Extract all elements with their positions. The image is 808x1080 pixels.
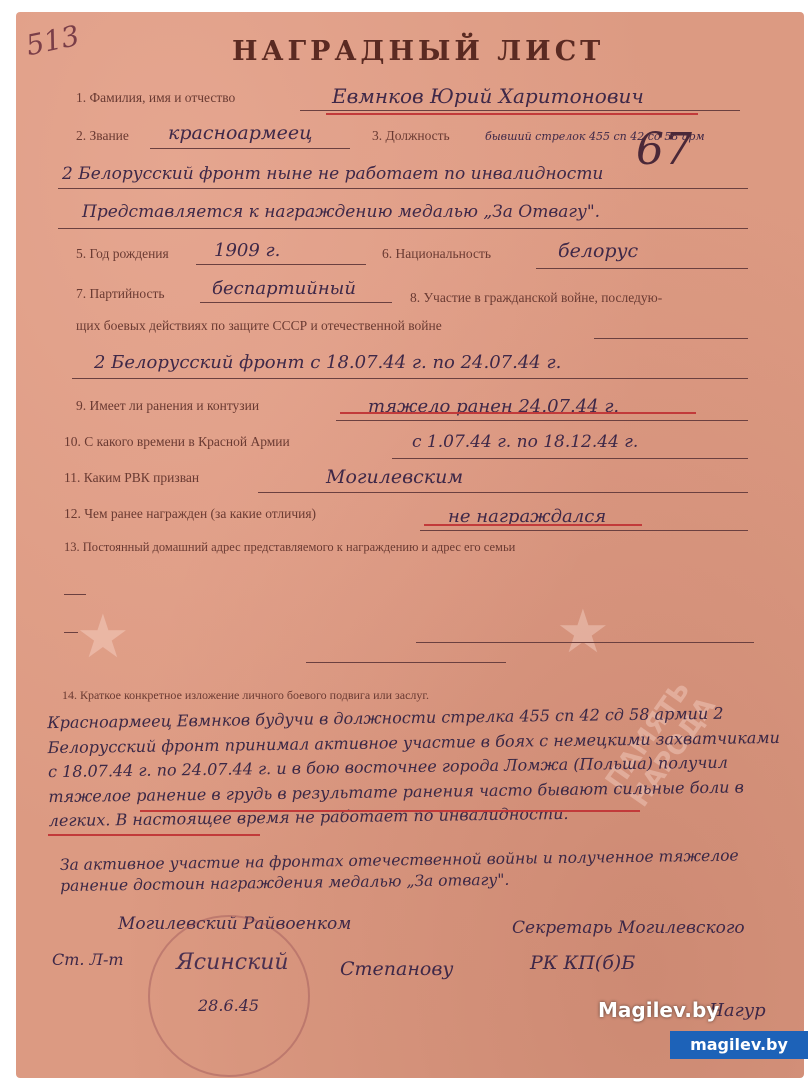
top-number: 67 <box>636 124 692 175</box>
field-war-label: 8. Участие в гражданской войне, последую- <box>410 290 663 305</box>
field-10-label: 10. С какого времени в Красной Армии <box>64 434 290 449</box>
field-party-value: беспартийный <box>212 278 356 299</box>
site-url-badge[interactable]: magilev.by <box>670 1031 808 1059</box>
page-title: НАГРАДНЫЙ ЛИСТ <box>232 36 605 67</box>
signature-left-title: Могилевский Райвоенком <box>118 914 352 934</box>
section-14-paragraph-2: За активное участие на фронтах отечественной войны и полученное тяжелое ранение достоин награждения медалью „За отвагу". <box>59 846 739 896</box>
field-war-value: 2 Белорусский фронт с 18.07.44 г. по 24.07.44 г. <box>94 352 562 373</box>
underline <box>392 458 748 459</box>
field-war-label-cont: щих боевых действиях по защите СССР и отечественной войне <box>76 318 442 333</box>
field-1-label: 1. Фамилия, имя и отчество <box>76 90 236 105</box>
signature-right-title: Секретарь Могилевского <box>512 918 745 938</box>
underline <box>150 148 350 149</box>
red-underline <box>340 412 696 414</box>
field-1-value: Евмнков Юрий Харитонович <box>332 84 644 108</box>
field-12-label: 12. Чем ранее награжден (за какие отличия) <box>64 506 317 521</box>
field-9-value: тяжело ранен 24.07.44 г. <box>368 396 620 417</box>
field-10-value: с 1.07.44 г. по 18.12.44 г. <box>412 432 639 452</box>
signature-1: Ясинский <box>176 950 289 975</box>
watermark-star-icon: ★ <box>556 599 610 665</box>
watermark-pattern: ПАМЯТЬ НАРОДА <box>600 675 722 813</box>
section-14-paragraph-1: Красноармеец Евмнков будучи в должности стрелка 455 сп 42 сд 58 армии 2 Белорусский фронт принимал активное участие в боях с немецкими захватчиками с 18.07.44 г. по 24.07.44 г. и в бою восточнее города Ломжа (Польша) получил тяжелое ранение в грудь в результате ранения часто бывают сильные боли в легких. В настоящее время не работает по инвалидности. <box>47 703 781 831</box>
underline <box>200 302 392 303</box>
underline <box>336 420 748 421</box>
underline <box>58 188 748 189</box>
underline <box>300 110 740 111</box>
field-5-value: Представляется к награждению медалью „За Отвагу". <box>82 202 601 222</box>
field-3-value: бывший стрелок 455 сп 42 сд 58 арм <box>485 130 705 143</box>
field-nationality-label: 6. Национальность <box>382 246 492 261</box>
underline <box>196 264 366 265</box>
field-birth-label: 5. Год рождения <box>76 246 169 261</box>
underline <box>594 338 748 339</box>
signature-date: 28.6.45 <box>198 996 260 1015</box>
field-4-value: 2 Белорусский фронт ныне не работает по инвалидности <box>62 164 604 184</box>
underline <box>258 492 748 493</box>
field-birth-value: 1909 г. <box>214 240 281 261</box>
signature-2: Степанову <box>340 958 454 980</box>
field-2-label: 2. Звание <box>76 128 129 143</box>
corner-mark: 513 <box>23 18 83 63</box>
underline <box>416 642 754 643</box>
section-14-text <box>47 701 789 834</box>
field-2-value: красноармеец <box>168 122 313 144</box>
separator <box>306 662 506 663</box>
underline <box>420 530 748 531</box>
signature-3: Чагур <box>710 1000 766 1021</box>
field-13-label: 13. Постоянный домашний адрес представляемого к награждению и адрес его семьи <box>64 540 516 554</box>
field-nationality-value: белорус <box>558 240 639 262</box>
red-underline <box>326 113 698 115</box>
underline <box>536 268 748 269</box>
field-12-value: не награждался <box>448 506 607 527</box>
watermark-star-icon: ★ <box>76 604 130 670</box>
underline <box>72 378 748 379</box>
section-14-label: 14. Краткое конкретное изложение личного боевого подвига или заслуг. <box>62 688 429 702</box>
field-party-label: 7. Партийность <box>76 286 165 301</box>
blank-line <box>64 594 86 595</box>
signature-right-org: РК КП(б)Б <box>530 952 636 974</box>
signature-rank: Ст. Л-т <box>52 950 124 969</box>
field-3-label: 3. Должность <box>372 128 450 143</box>
underline <box>58 228 748 229</box>
red-underline <box>424 524 642 526</box>
field-9-label: 9. Имеет ли ранения и контузии <box>76 398 260 413</box>
blank-line <box>64 632 78 633</box>
site-brand-watermark: Magilev.by <box>598 998 720 1022</box>
red-underline <box>140 810 640 812</box>
red-underline <box>48 834 260 836</box>
field-11-label: 11. Каким РВК призван <box>64 470 200 485</box>
field-11-value: Могилевским <box>326 466 464 488</box>
